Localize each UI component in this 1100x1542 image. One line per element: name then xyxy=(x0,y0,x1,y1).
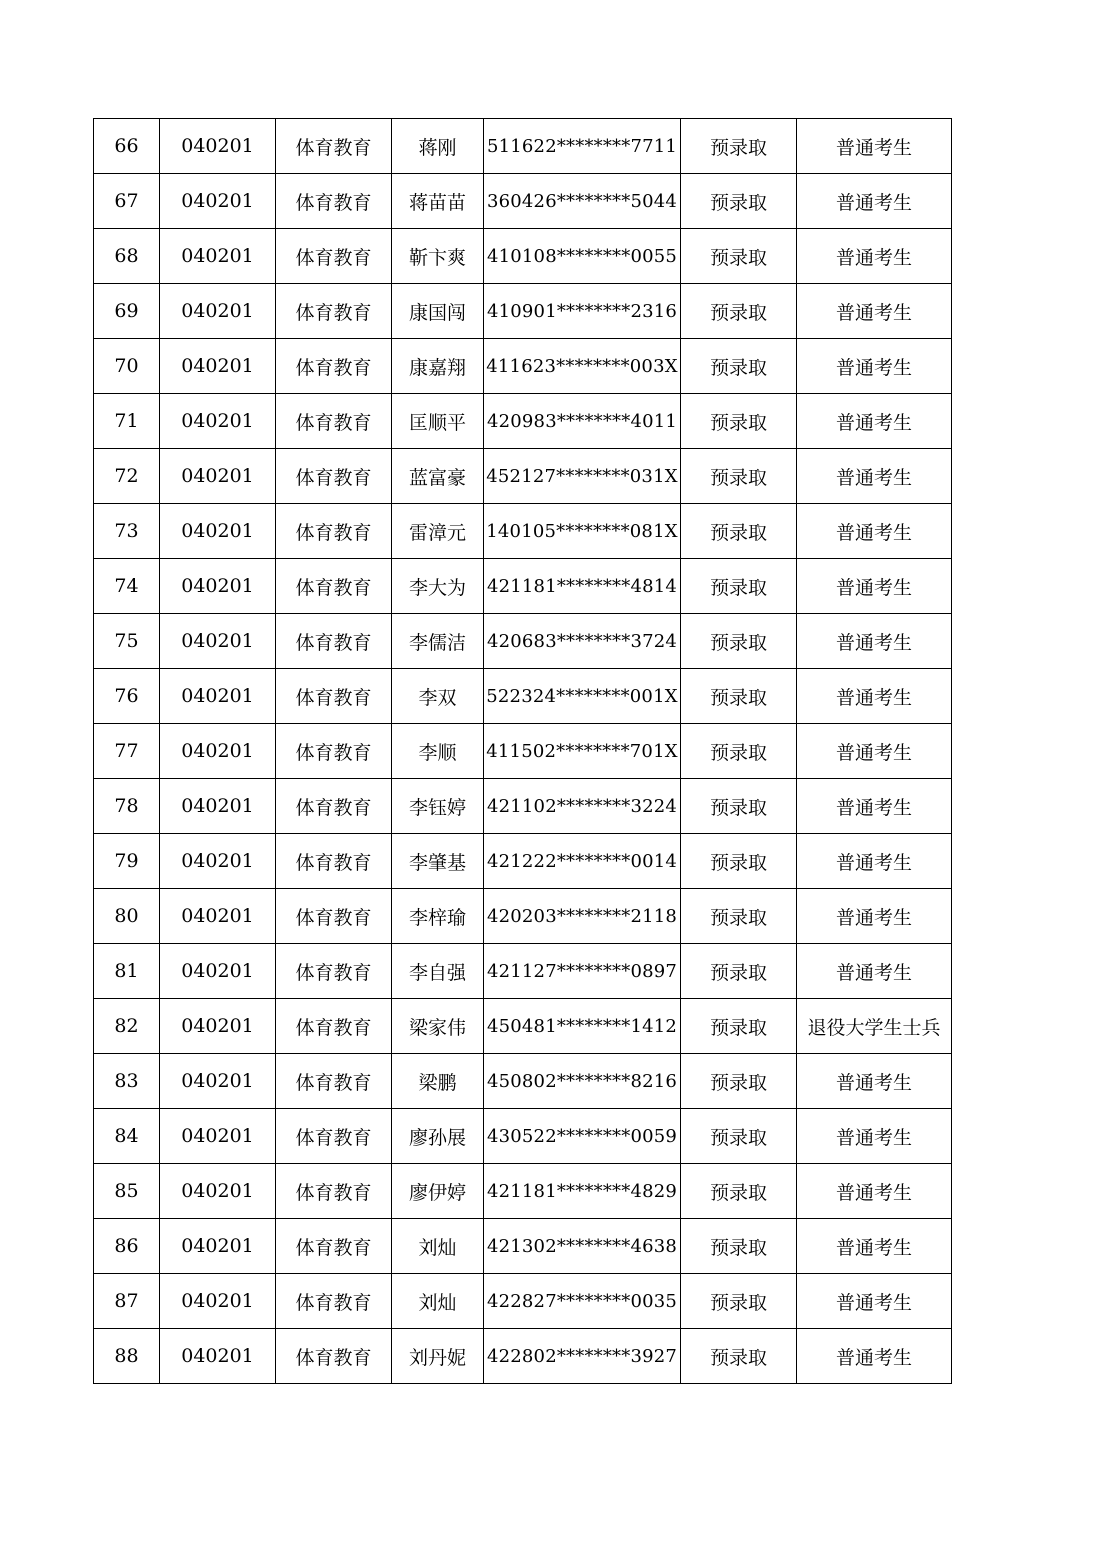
cell-id-number: 450481********1412 xyxy=(484,999,681,1054)
cell-admission-status: 预录取 xyxy=(681,559,797,614)
cell-major-code: 040201 xyxy=(160,779,276,834)
cell-major-name: 体育教育 xyxy=(276,724,392,779)
cell-student-name: 刘灿 xyxy=(392,1219,484,1274)
admission-table-body xyxy=(94,119,952,1384)
cell-major-name: 体育教育 xyxy=(276,779,392,834)
cell-candidate-type: 普通考生 xyxy=(797,1274,952,1329)
cell-student-name: 李肇基 xyxy=(392,834,484,889)
table-row xyxy=(94,394,952,449)
cell-id-number: 411623********003X xyxy=(484,339,681,394)
table-row xyxy=(94,1054,952,1109)
cell-candidate-type: 普通考生 xyxy=(797,889,952,944)
cell-serial-number: 83 xyxy=(94,1054,160,1109)
table-row xyxy=(94,944,952,999)
cell-major-code: 040201 xyxy=(160,1109,276,1164)
cell-student-name: 李双 xyxy=(392,669,484,724)
cell-major-name: 体育教育 xyxy=(276,1109,392,1164)
cell-student-name: 李大为 xyxy=(392,559,484,614)
cell-admission-status: 预录取 xyxy=(681,394,797,449)
cell-serial-number: 71 xyxy=(94,394,160,449)
cell-serial-number: 68 xyxy=(94,229,160,284)
cell-id-number: 410108********0055 xyxy=(484,229,681,284)
cell-major-name: 体育教育 xyxy=(276,394,392,449)
cell-id-number: 421102********3224 xyxy=(484,779,681,834)
cell-serial-number: 87 xyxy=(94,1274,160,1329)
cell-serial-number: 76 xyxy=(94,669,160,724)
cell-candidate-type: 退役大学生士兵 xyxy=(797,999,952,1054)
cell-major-code: 040201 xyxy=(160,119,276,174)
cell-admission-status: 预录取 xyxy=(681,999,797,1054)
cell-serial-number: 70 xyxy=(94,339,160,394)
cell-candidate-type: 普通考生 xyxy=(797,1329,952,1384)
cell-admission-status: 预录取 xyxy=(681,1109,797,1164)
cell-serial-number: 85 xyxy=(94,1164,160,1219)
table-row xyxy=(94,1329,952,1384)
cell-candidate-type: 普通考生 xyxy=(797,779,952,834)
cell-student-name: 康嘉翔 xyxy=(392,339,484,394)
table-row xyxy=(94,559,952,614)
cell-admission-status: 预录取 xyxy=(681,229,797,284)
cell-id-number: 522324********001X xyxy=(484,669,681,724)
cell-major-code: 040201 xyxy=(160,1164,276,1219)
cell-serial-number: 84 xyxy=(94,1109,160,1164)
cell-serial-number: 82 xyxy=(94,999,160,1054)
table-row xyxy=(94,779,952,834)
cell-admission-status: 预录取 xyxy=(681,339,797,394)
cell-major-code: 040201 xyxy=(160,999,276,1054)
table-row xyxy=(94,834,952,889)
cell-student-name: 匡顺平 xyxy=(392,394,484,449)
table-row xyxy=(94,1109,952,1164)
cell-admission-status: 预录取 xyxy=(681,284,797,339)
cell-major-name: 体育教育 xyxy=(276,1329,392,1384)
table-row xyxy=(94,229,952,284)
cell-id-number: 140105********081X xyxy=(484,504,681,559)
cell-major-name: 体育教育 xyxy=(276,339,392,394)
cell-admission-status: 预录取 xyxy=(681,834,797,889)
cell-serial-number: 77 xyxy=(94,724,160,779)
cell-student-name: 梁鹏 xyxy=(392,1054,484,1109)
table-row xyxy=(94,284,952,339)
cell-id-number: 450802********8216 xyxy=(484,1054,681,1109)
cell-id-number: 421127********0897 xyxy=(484,944,681,999)
cell-candidate-type: 普通考生 xyxy=(797,724,952,779)
cell-candidate-type: 普通考生 xyxy=(797,944,952,999)
cell-major-code: 040201 xyxy=(160,669,276,724)
cell-major-name: 体育教育 xyxy=(276,284,392,339)
cell-major-name: 体育教育 xyxy=(276,669,392,724)
cell-student-name: 蒋苗苗 xyxy=(392,174,484,229)
cell-serial-number: 80 xyxy=(94,889,160,944)
cell-major-name: 体育教育 xyxy=(276,1219,392,1274)
cell-student-name: 刘灿 xyxy=(392,1274,484,1329)
cell-student-name: 李儒洁 xyxy=(392,614,484,669)
cell-candidate-type: 普通考生 xyxy=(797,1164,952,1219)
cell-admission-status: 预录取 xyxy=(681,944,797,999)
cell-major-code: 040201 xyxy=(160,174,276,229)
cell-candidate-type: 普通考生 xyxy=(797,229,952,284)
cell-admission-status: 预录取 xyxy=(681,119,797,174)
cell-serial-number: 69 xyxy=(94,284,160,339)
cell-id-number: 430522********0059 xyxy=(484,1109,681,1164)
cell-candidate-type: 普通考生 xyxy=(797,834,952,889)
cell-candidate-type: 普通考生 xyxy=(797,559,952,614)
table-row xyxy=(94,1274,952,1329)
cell-major-name: 体育教育 xyxy=(276,559,392,614)
table-row xyxy=(94,504,952,559)
cell-admission-status: 预录取 xyxy=(681,449,797,504)
cell-id-number: 422827********0035 xyxy=(484,1274,681,1329)
cell-student-name: 刘丹妮 xyxy=(392,1329,484,1384)
cell-admission-status: 预录取 xyxy=(681,724,797,779)
cell-major-code: 040201 xyxy=(160,614,276,669)
cell-student-name: 蓝富豪 xyxy=(392,449,484,504)
cell-major-code: 040201 xyxy=(160,944,276,999)
table-row xyxy=(94,669,952,724)
cell-student-name: 李自强 xyxy=(392,944,484,999)
cell-major-code: 040201 xyxy=(160,724,276,779)
cell-major-name: 体育教育 xyxy=(276,1054,392,1109)
cell-student-name: 蒋刚 xyxy=(392,119,484,174)
cell-student-name: 李钰婷 xyxy=(392,779,484,834)
cell-candidate-type: 普通考生 xyxy=(797,284,952,339)
cell-major-code: 040201 xyxy=(160,1329,276,1384)
cell-id-number: 452127********031X xyxy=(484,449,681,504)
cell-student-name: 廖伊婷 xyxy=(392,1164,484,1219)
cell-serial-number: 81 xyxy=(94,944,160,999)
cell-candidate-type: 普通考生 xyxy=(797,1109,952,1164)
cell-candidate-type: 普通考生 xyxy=(797,174,952,229)
cell-major-code: 040201 xyxy=(160,504,276,559)
cell-id-number: 420683********3724 xyxy=(484,614,681,669)
cell-id-number: 422802********3927 xyxy=(484,1329,681,1384)
cell-student-name: 雷漳元 xyxy=(392,504,484,559)
cell-id-number: 421181********4829 xyxy=(484,1164,681,1219)
cell-id-number: 421222********0014 xyxy=(484,834,681,889)
cell-admission-status: 预录取 xyxy=(681,1164,797,1219)
cell-admission-status: 预录取 xyxy=(681,614,797,669)
cell-serial-number: 72 xyxy=(94,449,160,504)
cell-id-number: 360426********5044 xyxy=(484,174,681,229)
cell-id-number: 421181********4814 xyxy=(484,559,681,614)
cell-major-name: 体育教育 xyxy=(276,174,392,229)
table-row xyxy=(94,119,952,174)
cell-candidate-type: 普通考生 xyxy=(797,504,952,559)
table-row xyxy=(94,1164,952,1219)
table-row xyxy=(94,614,952,669)
cell-candidate-type: 普通考生 xyxy=(797,1054,952,1109)
cell-admission-status: 预录取 xyxy=(681,669,797,724)
cell-major-code: 040201 xyxy=(160,834,276,889)
cell-admission-status: 预录取 xyxy=(681,1219,797,1274)
cell-major-code: 040201 xyxy=(160,1219,276,1274)
cell-major-code: 040201 xyxy=(160,889,276,944)
cell-id-number: 410901********2316 xyxy=(484,284,681,339)
cell-serial-number: 73 xyxy=(94,504,160,559)
cell-candidate-type: 普通考生 xyxy=(797,449,952,504)
cell-serial-number: 78 xyxy=(94,779,160,834)
cell-major-name: 体育教育 xyxy=(276,504,392,559)
cell-id-number: 421302********4638 xyxy=(484,1219,681,1274)
cell-id-number: 511622********7711 xyxy=(484,119,681,174)
cell-student-name: 廖孙展 xyxy=(392,1109,484,1164)
cell-admission-status: 预录取 xyxy=(681,779,797,834)
cell-major-code: 040201 xyxy=(160,449,276,504)
cell-student-name: 梁家伟 xyxy=(392,999,484,1054)
cell-admission-status: 预录取 xyxy=(681,1054,797,1109)
cell-major-name: 体育教育 xyxy=(276,229,392,284)
cell-admission-status: 预录取 xyxy=(681,504,797,559)
cell-major-name: 体育教育 xyxy=(276,944,392,999)
cell-major-name: 体育教育 xyxy=(276,889,392,944)
cell-major-name: 体育教育 xyxy=(276,614,392,669)
table-row xyxy=(94,889,952,944)
cell-serial-number: 74 xyxy=(94,559,160,614)
cell-admission-status: 预录取 xyxy=(681,174,797,229)
cell-id-number: 420983********4011 xyxy=(484,394,681,449)
cell-serial-number: 88 xyxy=(94,1329,160,1384)
cell-admission-status: 预录取 xyxy=(681,889,797,944)
cell-serial-number: 86 xyxy=(94,1219,160,1274)
cell-candidate-type: 普通考生 xyxy=(797,669,952,724)
cell-major-code: 040201 xyxy=(160,559,276,614)
table-row xyxy=(94,724,952,779)
cell-major-code: 040201 xyxy=(160,284,276,339)
cell-major-name: 体育教育 xyxy=(276,1164,392,1219)
cell-candidate-type: 普通考生 xyxy=(797,119,952,174)
cell-student-name: 李顺 xyxy=(392,724,484,779)
cell-serial-number: 75 xyxy=(94,614,160,669)
table-row xyxy=(94,339,952,394)
cell-id-number: 411502********701X xyxy=(484,724,681,779)
cell-candidate-type: 普通考生 xyxy=(797,339,952,394)
cell-major-code: 040201 xyxy=(160,1054,276,1109)
cell-major-name: 体育教育 xyxy=(276,834,392,889)
cell-serial-number: 79 xyxy=(94,834,160,889)
cell-major-code: 040201 xyxy=(160,1274,276,1329)
cell-id-number: 420203********2118 xyxy=(484,889,681,944)
admission-table xyxy=(93,118,952,1384)
cell-student-name: 康国闯 xyxy=(392,284,484,339)
table-row xyxy=(94,449,952,504)
cell-student-name: 靳卞爽 xyxy=(392,229,484,284)
cell-major-name: 体育教育 xyxy=(276,119,392,174)
table-row xyxy=(94,174,952,229)
table-row xyxy=(94,999,952,1054)
cell-admission-status: 预录取 xyxy=(681,1329,797,1384)
cell-student-name: 李梓瑜 xyxy=(392,889,484,944)
cell-serial-number: 67 xyxy=(94,174,160,229)
cell-candidate-type: 普通考生 xyxy=(797,394,952,449)
cell-major-name: 体育教育 xyxy=(276,1274,392,1329)
cell-candidate-type: 普通考生 xyxy=(797,1219,952,1274)
cell-major-name: 体育教育 xyxy=(276,449,392,504)
cell-major-code: 040201 xyxy=(160,339,276,394)
cell-major-code: 040201 xyxy=(160,229,276,284)
cell-admission-status: 预录取 xyxy=(681,1274,797,1329)
table-row xyxy=(94,1219,952,1274)
cell-candidate-type: 普通考生 xyxy=(797,614,952,669)
cell-major-code: 040201 xyxy=(160,394,276,449)
cell-serial-number: 66 xyxy=(94,119,160,174)
cell-major-name: 体育教育 xyxy=(276,999,392,1054)
